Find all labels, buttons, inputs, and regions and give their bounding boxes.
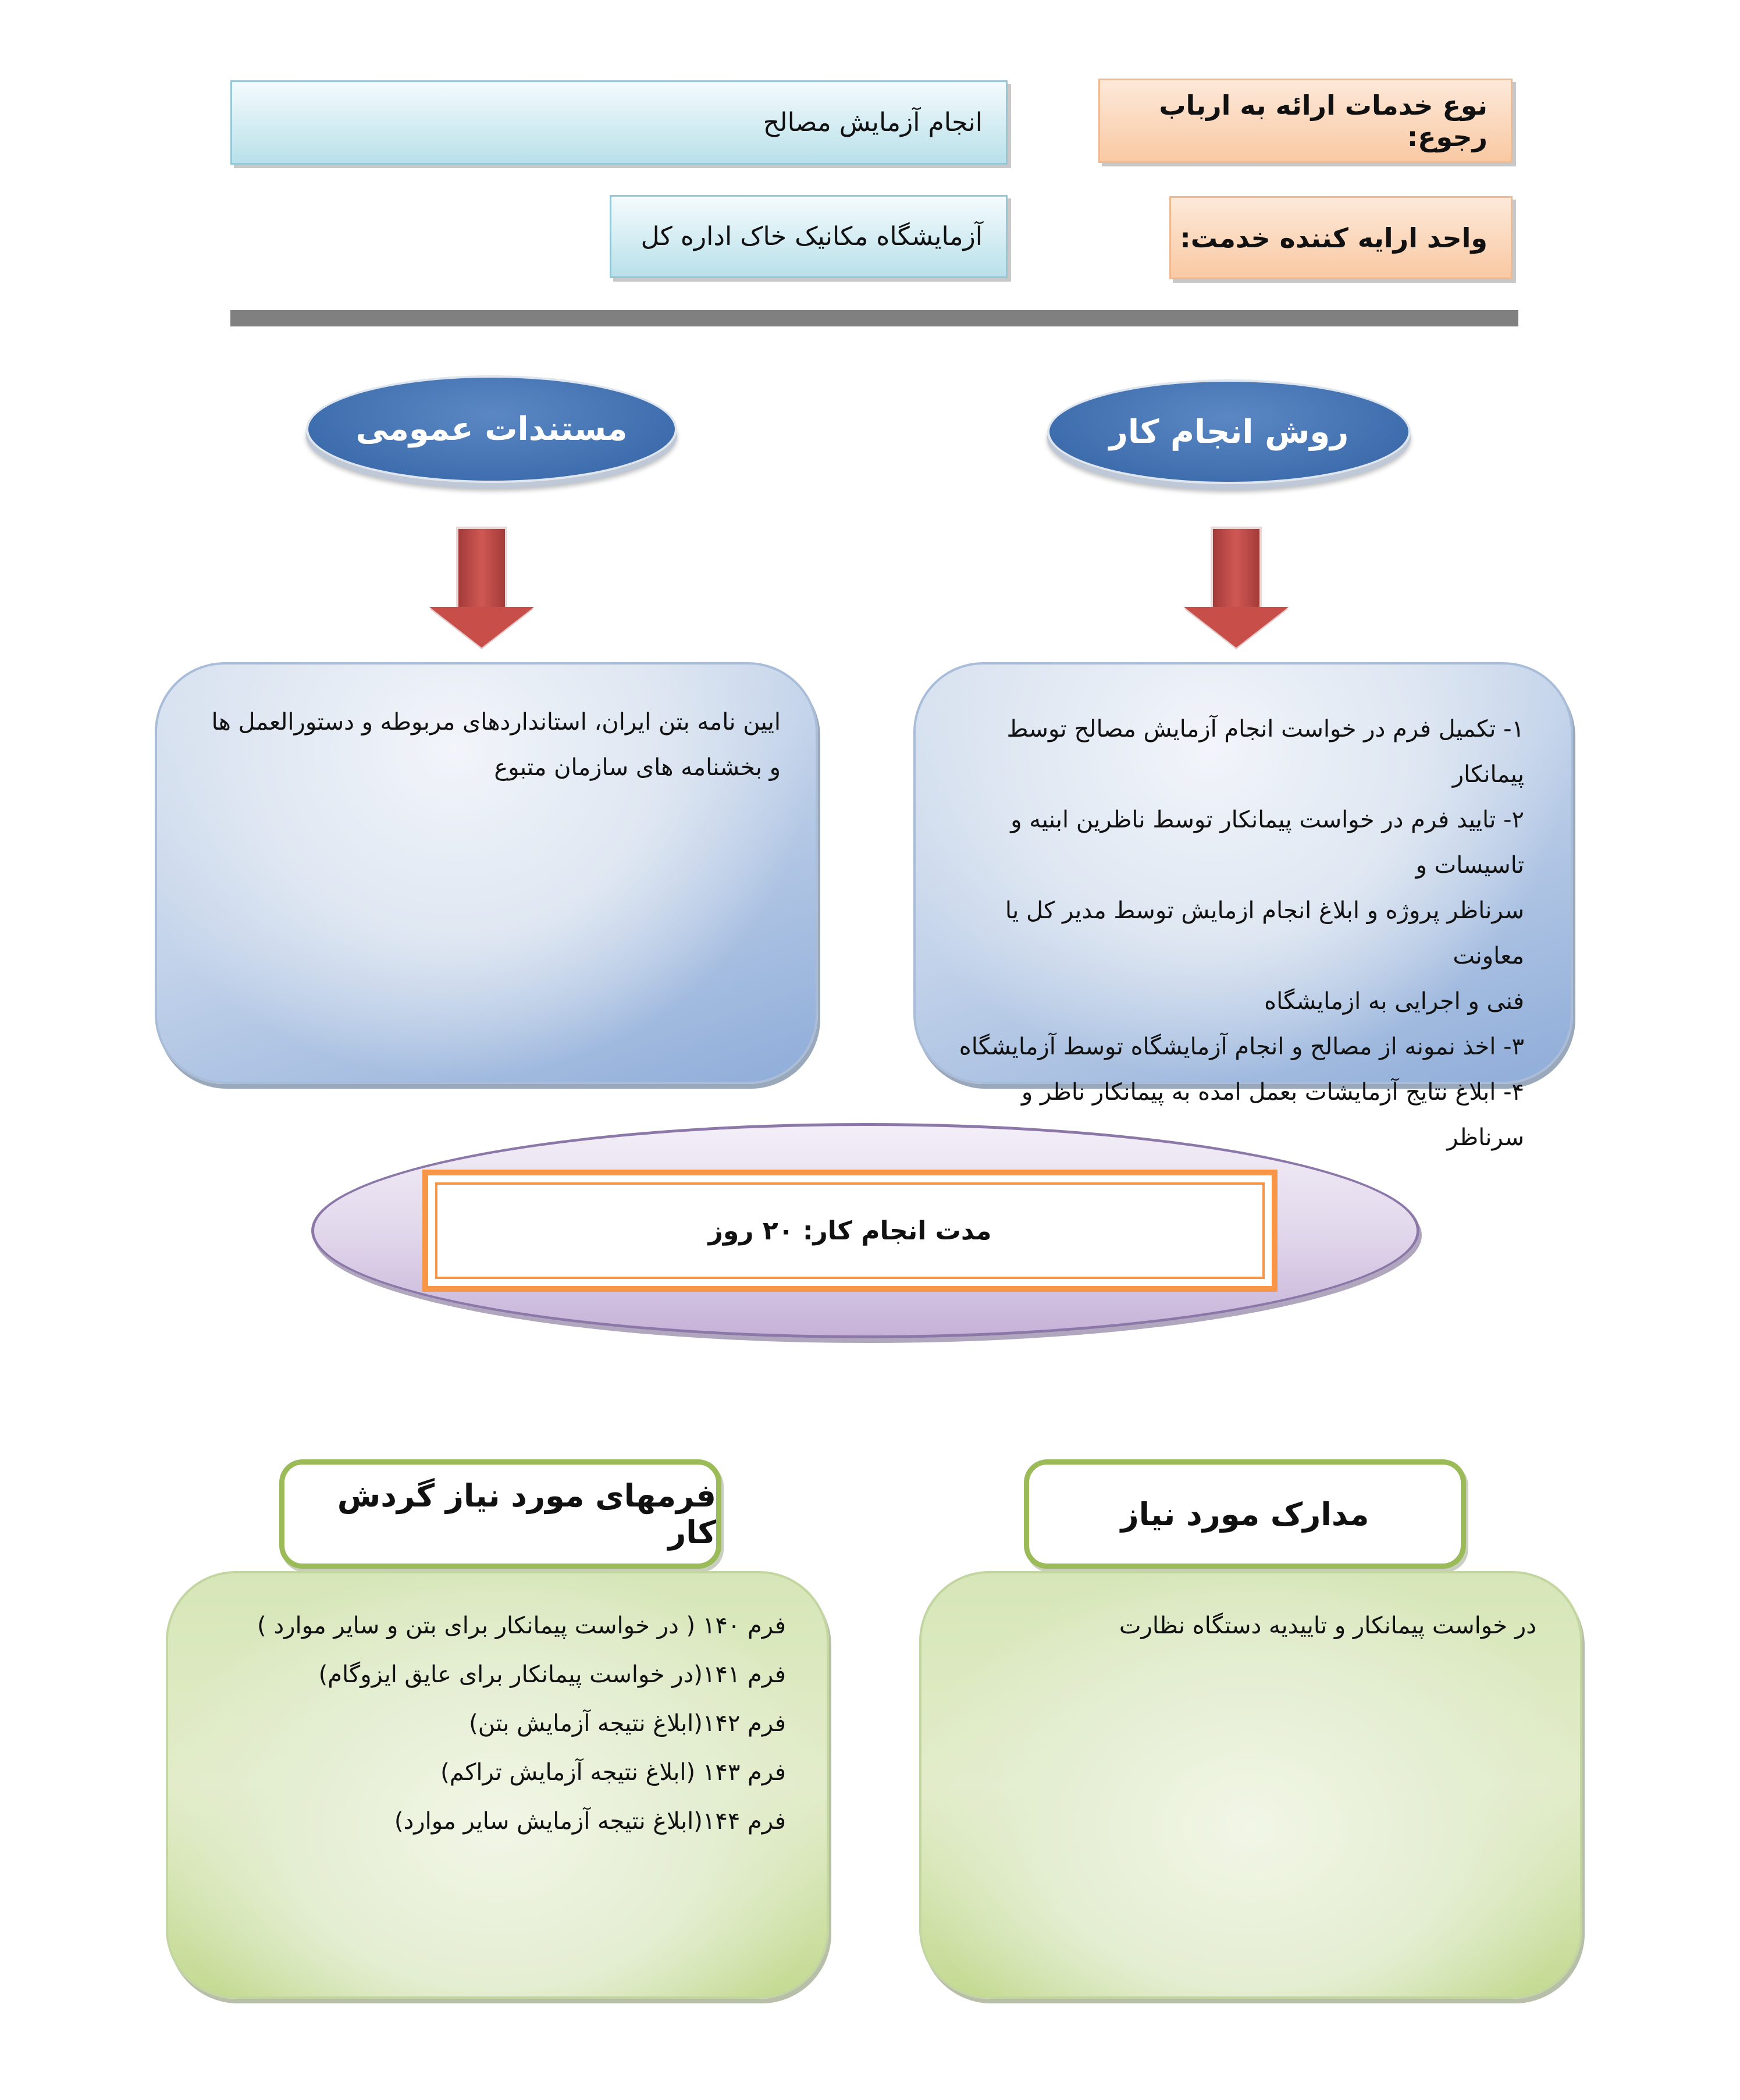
procedure-step: ۳- اخذ نمونه از مصالح و انجام آزمایشگاه توسط آزمایشگاه bbox=[959, 1033, 1524, 1060]
workflow-form-item: فرم ۱۴۲(ابلاغ نتیجه آزمایش بتن) bbox=[469, 1710, 786, 1737]
procedure-title: روش انجام کار bbox=[1109, 413, 1349, 451]
procedure-step: سرناظر پروژه و ابلاغ انجام ازمایش توسط مدیر کل یا معاونت bbox=[1005, 897, 1524, 969]
provider-label: واحد ارایه کننده خدمت: bbox=[1180, 222, 1488, 254]
procedure-steps bbox=[942, 706, 1524, 1160]
procedure-step: ۴- ابلاغ نتایج آزمایشات بعمل امده به پیمانکار ناظر و سرناظر bbox=[1021, 1079, 1524, 1151]
service-type-value: انجام آزمایش مصالح bbox=[763, 108, 983, 137]
required-docs-title: مدارک مورد نیاز bbox=[1120, 1495, 1369, 1533]
general-docs-down-arrow-icon bbox=[426, 527, 537, 652]
service-type-label-box bbox=[1098, 79, 1513, 163]
workflow-forms-tab bbox=[279, 1459, 721, 1569]
required-docs-tab bbox=[1024, 1459, 1466, 1569]
provider-label-box bbox=[1169, 196, 1513, 279]
required-docs-text: در خواست پیمانکار و تاییدیه دستگاه نظارت bbox=[1119, 1612, 1536, 1639]
workflow-forms-list bbox=[193, 1601, 786, 1846]
provider-value: آزمایشگاه مکانیک خاک اداره کل bbox=[641, 222, 983, 251]
workflow-form-item: فرم ۱۴۰ ( در خواست پیمانکار برای بتن و سایر موارد ) bbox=[257, 1612, 786, 1639]
general-docs-lines bbox=[182, 699, 781, 790]
workflow-form-item: فرم ۱۴۴(ابلاغ نتیجه آزمایش سایر موارد) bbox=[394, 1808, 786, 1835]
provider-value-box bbox=[610, 195, 1008, 278]
workflow-form-item: فرم ۱۴۱(در خواست پیمانکار برای عایق ایزوگام) bbox=[318, 1661, 786, 1688]
procedure-title-ellipse bbox=[1047, 379, 1411, 484]
general-docs-line: ایین نامه بتن ایران، استانداردهای مربوطه و دستورالعمل ها bbox=[211, 709, 781, 735]
workflow-form-item: فرم ۱۴۳ (ابلاغ نتیجه آزمایش تراکم) bbox=[440, 1759, 786, 1786]
required-docs-panel bbox=[919, 1571, 1582, 1999]
general-docs-line: و بخشنامه های سازمان متبوع bbox=[494, 754, 781, 781]
duration-text: مدت انجام کار: ۲۰ روز bbox=[708, 1216, 992, 1246]
service-type-label: نوع خدمات ارائه به ارباب رجوع: bbox=[1159, 89, 1488, 152]
workflow-forms-panel bbox=[166, 1571, 829, 1999]
procedure-step: فنی و اجرایی به ازمایشگاه bbox=[1264, 988, 1524, 1015]
procedure-panel bbox=[913, 662, 1573, 1151]
procedure-down-arrow-icon bbox=[1181, 527, 1291, 652]
procedure-step: ۱- تکمیل فرم در خواست انجام آزمایش مصالح توسط پیمانکار bbox=[1006, 716, 1524, 788]
general-docs-title: مستندات عمومی bbox=[355, 410, 628, 448]
duration-box bbox=[422, 1170, 1278, 1292]
workflow-forms-title: فرمهای مورد نیاز گردش کار bbox=[337, 1477, 716, 1551]
service-type-value-box bbox=[230, 80, 1008, 165]
general-docs-title-ellipse bbox=[306, 375, 677, 483]
header-divider bbox=[230, 310, 1518, 326]
general-docs-panel bbox=[155, 662, 818, 1084]
procedure-step: ۲- تایید فرم در خواست پیمانکار توسط ناظرین ابنیه و تاسیسات و bbox=[1010, 806, 1524, 879]
